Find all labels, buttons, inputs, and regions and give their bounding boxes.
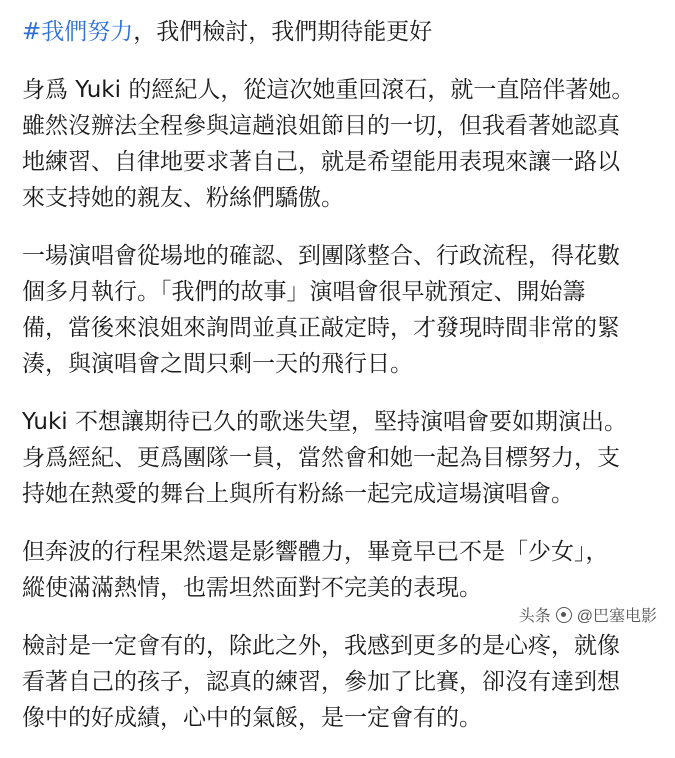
paragraph-line: 湊，與演唱會之間只剩一天的飛行日。 — [22, 351, 413, 377]
paragraph-line: 檢討是一定會有的，除此之外，我感到更多的是心疼，就像 — [22, 633, 620, 659]
paragraph-line: 持她在熱愛的舞台上與所有粉絲一起完成這場演唱會。 — [22, 481, 574, 507]
paragraph-line: 一場演唱會從場地的確認、到團隊整合、行政流程，得花數 — [22, 243, 620, 269]
paragraph-2 — [22, 238, 662, 382]
paragraph-line: 來支持她的親友、粉絲們驕傲。 — [22, 185, 344, 211]
post-body — [22, 14, 662, 758]
paragraph-3 — [22, 404, 662, 512]
paragraph-line: 縱使滿滿熱情，也需坦然面對不完美的表現。 — [22, 575, 482, 601]
paragraph-line: 看著自己的孩子，認真的練習，參加了比賽，卻沒有達到想 — [22, 669, 620, 695]
title-text: ，我們檢討，我們期待能更好 — [133, 19, 433, 45]
paragraph-line: 個多月執行。「我們的故事」演唱會很早就預定、開始籌 — [22, 279, 586, 305]
paragraph-line: 雖然沒辦法全程參與這趟浪姐節目的一切，但我看著她認真 — [22, 113, 620, 139]
paragraph-line: 但奔波的行程果然還是影響體力，畢竟早已不是「少女」， — [22, 539, 609, 565]
paragraph-line: 像中的好成績，心中的氣餒，是一定會有的。 — [22, 705, 482, 731]
paragraph-5 — [22, 628, 662, 736]
paragraph-4 — [22, 534, 662, 606]
paragraph-line: Yuki 不想讓期待已久的歌迷失望，堅持演唱會要如期演出。 — [22, 409, 628, 435]
paragraph-line: 備，當後來浪姐來詢問並真正敲定時，才發現時間非常的緊 — [22, 315, 620, 341]
paragraph-1 — [22, 72, 662, 216]
headline-logo-icon — [556, 607, 572, 623]
hashtag-link[interactable]: #我們努力 — [22, 19, 134, 45]
watermark-brand: 头条 — [518, 608, 551, 625]
paragraph-line: 身爲經紀、更爲團隊一員，當然會和她一起為目標努力，支 — [22, 445, 620, 471]
paragraph-line: 地練習、自律地要求著自己，就是希望能用表現來讓一路以 — [22, 149, 620, 175]
post-title — [22, 14, 662, 50]
watermark-account: @巴塞电影 — [576, 608, 657, 625]
paragraph-line: 身爲 Yuki 的經紀人，從這次她重回滾石，就一直陪伴著她。 — [22, 77, 635, 103]
watermark — [515, 601, 661, 628]
